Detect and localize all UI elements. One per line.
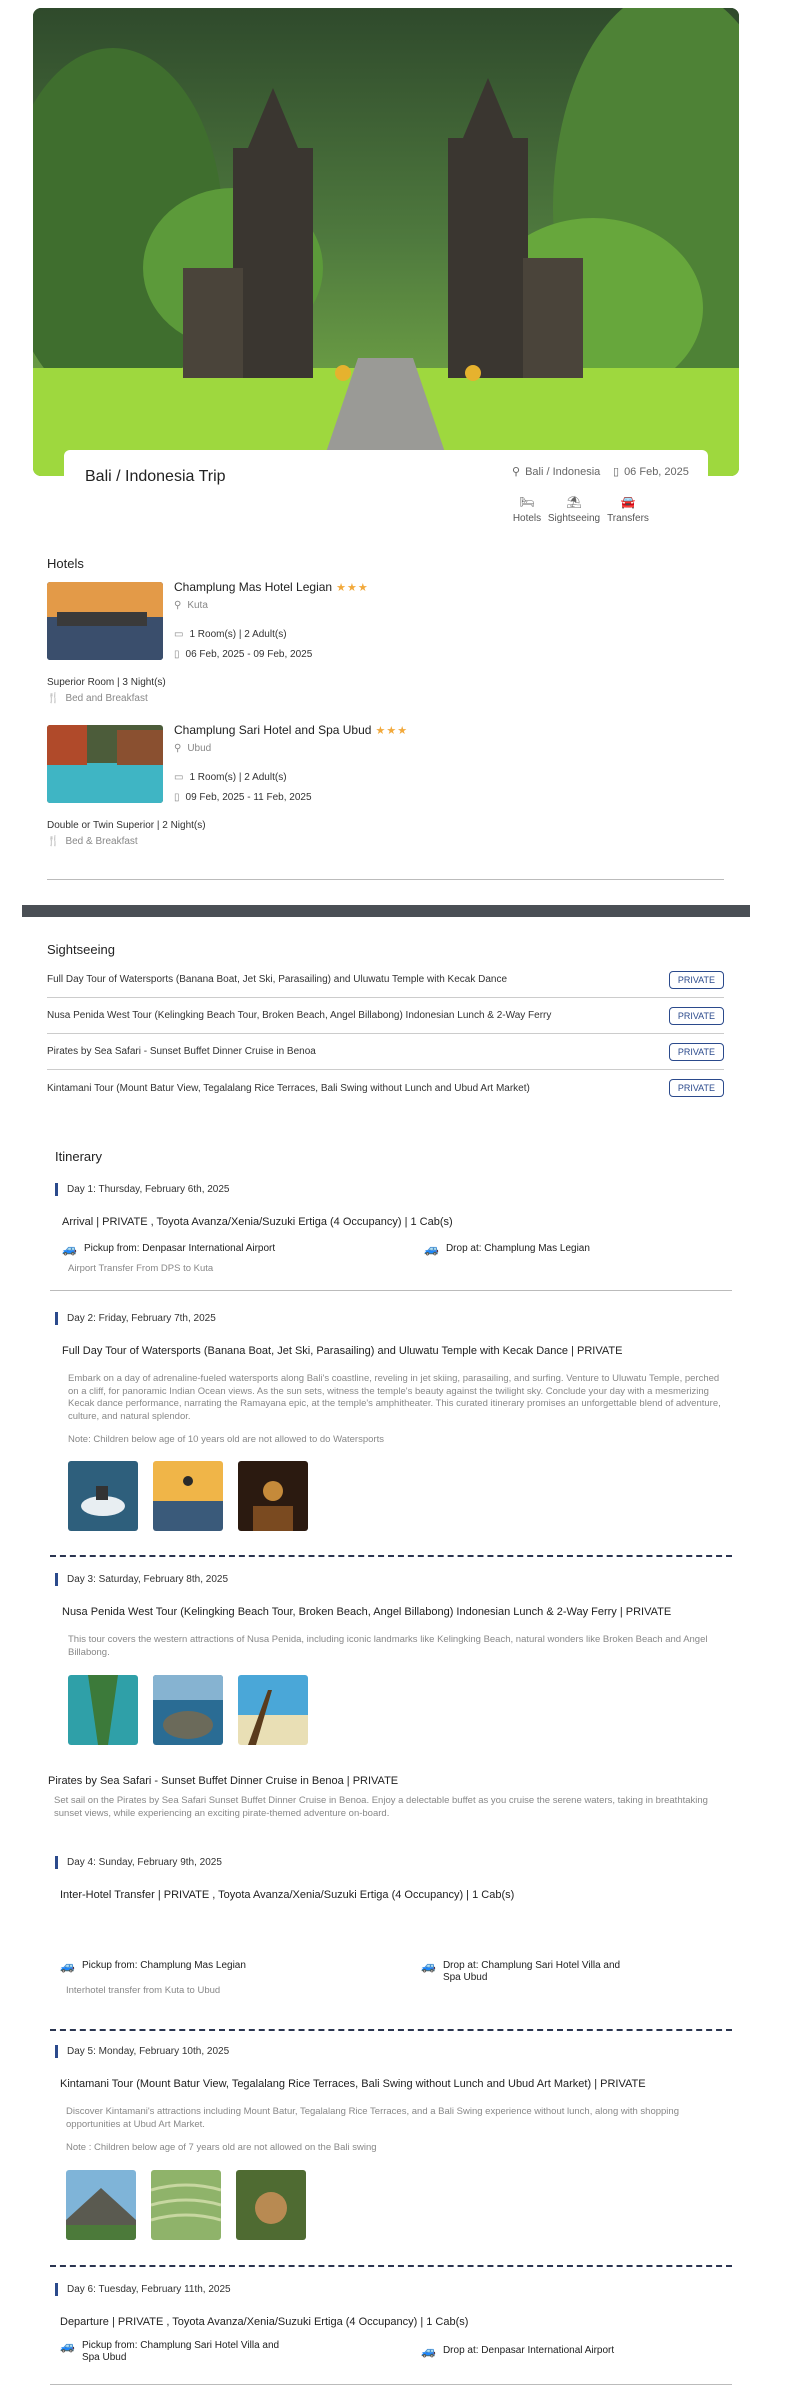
activity-photo <box>238 1461 308 1531</box>
activity-title: Kintamani Tour (Mount Batur View, Tegalalang Rice Terraces, Bali Swing without Lunch and Ubud Art Market) | PRIVATE <box>60 2078 646 2090</box>
bed-icon: ▭ <box>174 772 184 783</box>
transfer-note: Interhotel transfer from Kuta to Ubud <box>66 1985 221 1996</box>
drop-info: 🚙 Drop at: Champlung Sari Hotel Villa and Spa Ubud <box>421 1959 621 1983</box>
hero-image <box>33 8 739 476</box>
bed-icon: 🛏 <box>519 495 535 509</box>
activity-description: Set sail on the Pirates by Sea Safari Sunset Buffet Dinner Cruise in Benoa. Enjoy a delectable buffet as you cruise the serene waters, taking in breathtaking sunset views, while experiencing an exciting pirate-themed adventure on-board. <box>54 1795 708 1819</box>
day-separator <box>50 2265 732 2267</box>
hotel-name: Champlung Mas Hotel Legian ★★★ <box>174 580 369 594</box>
pickup-info: 🚙 Pickup from: Champlung Mas Legian <box>60 1959 246 1973</box>
location-pin-icon: ⚲ <box>174 600 182 611</box>
drop-info: 🚙 Drop at: Denpasar International Airport <box>421 2344 615 2358</box>
sightseeing-row: Full Day Tour of Watersports (Banana Boat, Jet Ski, Parasailing) and Uluwatu Temple with Kecak Dance PRIVATE <box>47 962 724 998</box>
meal-plan: 🍴 Bed and Breakfast <box>47 693 148 704</box>
private-badge: PRIVATE <box>669 1043 724 1061</box>
divider <box>47 879 724 880</box>
activity-photo <box>68 1675 138 1745</box>
transfer-note: Airport Transfer From DPS to Kuta <box>68 1263 214 1274</box>
hotel-dates: ▯ 06 Feb, 2025 - 09 Feb, 2025 <box>174 649 313 660</box>
divider <box>50 1290 732 1291</box>
activity-title: Inter-Hotel Transfer | PRIVATE , Toyota Avanza/Xenia/Suzuki Ertiga (4 Occupancy) | 1 Cab(s) <box>60 1889 515 1901</box>
sightseeing-heading: Sightseeing <box>47 942 115 957</box>
star-rating: ★★★ <box>336 582 369 594</box>
activity-description: This tour covers the western attractions of Nusa Penida, including iconic landmarks like Kelingking Beach, natural wonders like Broken Beach and Angel Billabong. <box>68 1634 708 1658</box>
calendar-icon: ▯ <box>174 649 180 660</box>
activity-title: Pirates by Sea Safari - Sunset Buffet Dinner Cruise in Benoa | PRIVATE <box>48 1775 399 1787</box>
activity-photo <box>236 2170 306 2240</box>
activity-photo <box>238 1675 308 1745</box>
day-heading: Day 6: Tuesday, February 11th, 2025 <box>55 2284 231 2295</box>
day-separator <box>50 2029 732 2031</box>
meal-plan: 🍴 Bed & Breakfast <box>47 836 138 847</box>
pickup-info: 🚙 Pickup from: Champlung Sari Hotel Villa and Spa Ubud <box>60 2339 280 2363</box>
activity-title: Nusa Penida West Tour (Kelingking Beach Tour, Broken Beach, Angel Billabong) Indonesian Lunch & 2-Way Ferry | PRIVATE <box>62 1606 672 1618</box>
activity-photo <box>151 2170 221 2240</box>
hotel-image <box>47 725 163 803</box>
day-heading: Day 3: Saturday, February 8th, 2025 <box>55 1574 228 1585</box>
service-hotels: 🛏 Hotels <box>497 495 557 524</box>
private-badge: PRIVATE <box>669 1007 724 1025</box>
itinerary-heading: Itinerary <box>55 1149 102 1164</box>
car-icon: 🚙 <box>62 1242 77 1256</box>
activity-photo <box>66 2170 136 2240</box>
activity-description: Embark on a day of adrenaline-fueled watersports along Bali's coastline, reveling in jet skiing, parasailing, and surfing. Venture to Uluwatu Temple, perched on a cliff, for panoramic Indian Ocean views. As the sun sets, witness the temple's beauty against the twilight sky. Conclude your day with a mesmerizing Kecak dance performance, narrating the Ramayana epic, at the temple's amphitheater. This curated itinerary promises an unforgettable blend of adventure, culture, and natural splendor. <box>68 1373 721 1422</box>
private-badge: PRIVATE <box>669 1079 724 1097</box>
day-separator <box>50 1555 732 1557</box>
activity-photo <box>153 1675 223 1745</box>
hotel-name: Champlung Sari Hotel and Spa Ubud ★★★ <box>174 723 409 737</box>
day-heading: Day 1: Thursday, February 6th, 2025 <box>55 1184 230 1195</box>
day-heading: Day 4: Sunday, February 9th, 2025 <box>55 1857 222 1868</box>
car-icon: 🚙 <box>421 2344 436 2358</box>
service-sightseeing: ⛱ Sightseeing <box>544 495 604 524</box>
car-icon: 🚘 <box>620 495 636 509</box>
fork-knife-icon: 🍴 <box>47 693 60 704</box>
bed-icon: ▭ <box>174 629 184 640</box>
trip-location: ⚲ Bali / Indonesia <box>512 465 601 478</box>
sightseeing-icon: ⛱ <box>566 495 582 509</box>
hotel-dates: ▯ 09 Feb, 2025 - 11 Feb, 2025 <box>174 792 312 803</box>
trip-title: Bali / Indonesia Trip <box>85 468 226 485</box>
fork-knife-icon: 🍴 <box>47 836 60 847</box>
car-icon: 🚙 <box>421 1959 436 1973</box>
car-icon: 🚙 <box>60 2339 75 2353</box>
car-icon: 🚙 <box>424 1242 439 1256</box>
trip-date: ▯ 06 Feb, 2025 <box>613 465 689 478</box>
page-break-bar <box>22 905 750 917</box>
day-heading: Day 5: Monday, February 10th, 2025 <box>55 2046 229 2057</box>
hotel-rooms: ▭ 1 Room(s) | 2 Adult(s) <box>174 772 287 783</box>
sightseeing-row: Kintamani Tour (Mount Batur View, Tegalalang Rice Terraces, Bali Swing without Lunch and Ubud Art Market) PRIVATE <box>47 1070 724 1106</box>
sightseeing-row: Nusa Penida West Tour (Kelingking Beach Tour, Broken Beach, Angel Billabong) Indonesian Lunch & 2-Way Ferry PRIVATE <box>47 998 724 1034</box>
location-pin-icon: ⚲ <box>512 466 521 478</box>
sightseeing-row: Pirates by Sea Safari - Sunset Buffet Dinner Cruise in Benoa PRIVATE <box>47 1034 724 1070</box>
activity-description: Discover Kintamani's attractions including Mount Batur, Tegalalang Rice Terraces, and a Bali Swing experience without lunch, along with shopping opportunities at Ubud Art Market. <box>66 2106 679 2130</box>
location-pin-icon: ⚲ <box>174 743 182 754</box>
activity-photo <box>68 1461 138 1531</box>
activity-photo <box>153 1461 223 1531</box>
room-type: Double or Twin Superior | 2 Night(s) <box>47 820 206 831</box>
calendar-icon: ▯ <box>174 792 180 803</box>
calendar-icon: ▯ <box>613 466 620 478</box>
room-type: Superior Room | 3 Night(s) <box>47 677 166 688</box>
drop-info: 🚙 Drop at: Champlung Mas Legian <box>424 1242 590 1256</box>
activity-note: Note : Children below age of 7 years old are not allowed on the Bali swing <box>66 2142 377 2153</box>
activity-title: Full Day Tour of Watersports (Banana Boat, Jet Ski, Parasailing) and Uluwatu Temple with Kecak Dance | PRIVATE <box>62 1345 623 1357</box>
service-transfers: 🚘 Transfers <box>598 495 658 524</box>
pickup-info: 🚙 Pickup from: Denpasar International Airport <box>62 1242 276 1256</box>
activity-title: Arrival | PRIVATE , Toyota Avanza/Xenia/Suzuki Ertiga (4 Occupancy) | 1 Cab(s) <box>62 1216 453 1228</box>
activity-title: Departure | PRIVATE , Toyota Avanza/Xenia/Suzuki Ertiga (4 Occupancy) | 1 Cab(s) <box>60 2316 469 2328</box>
star-rating: ★★★ <box>375 725 409 737</box>
hotel-area: ⚲ Kuta <box>174 600 208 611</box>
private-badge: PRIVATE <box>669 971 724 989</box>
hotels-heading: Hotels <box>47 556 84 571</box>
hotel-area: ⚲ Ubud <box>174 743 212 754</box>
hotel-rooms: ▭ 1 Room(s) | 2 Adult(s) <box>174 629 287 640</box>
hotel-image <box>47 582 163 660</box>
day-heading: Day 2: Friday, February 7th, 2025 <box>55 1313 216 1324</box>
car-icon: 🚙 <box>60 1959 75 1973</box>
divider <box>50 2384 732 2385</box>
activity-note: Note: Children below age of 10 years old are not allowed to do Watersports <box>68 1434 384 1445</box>
